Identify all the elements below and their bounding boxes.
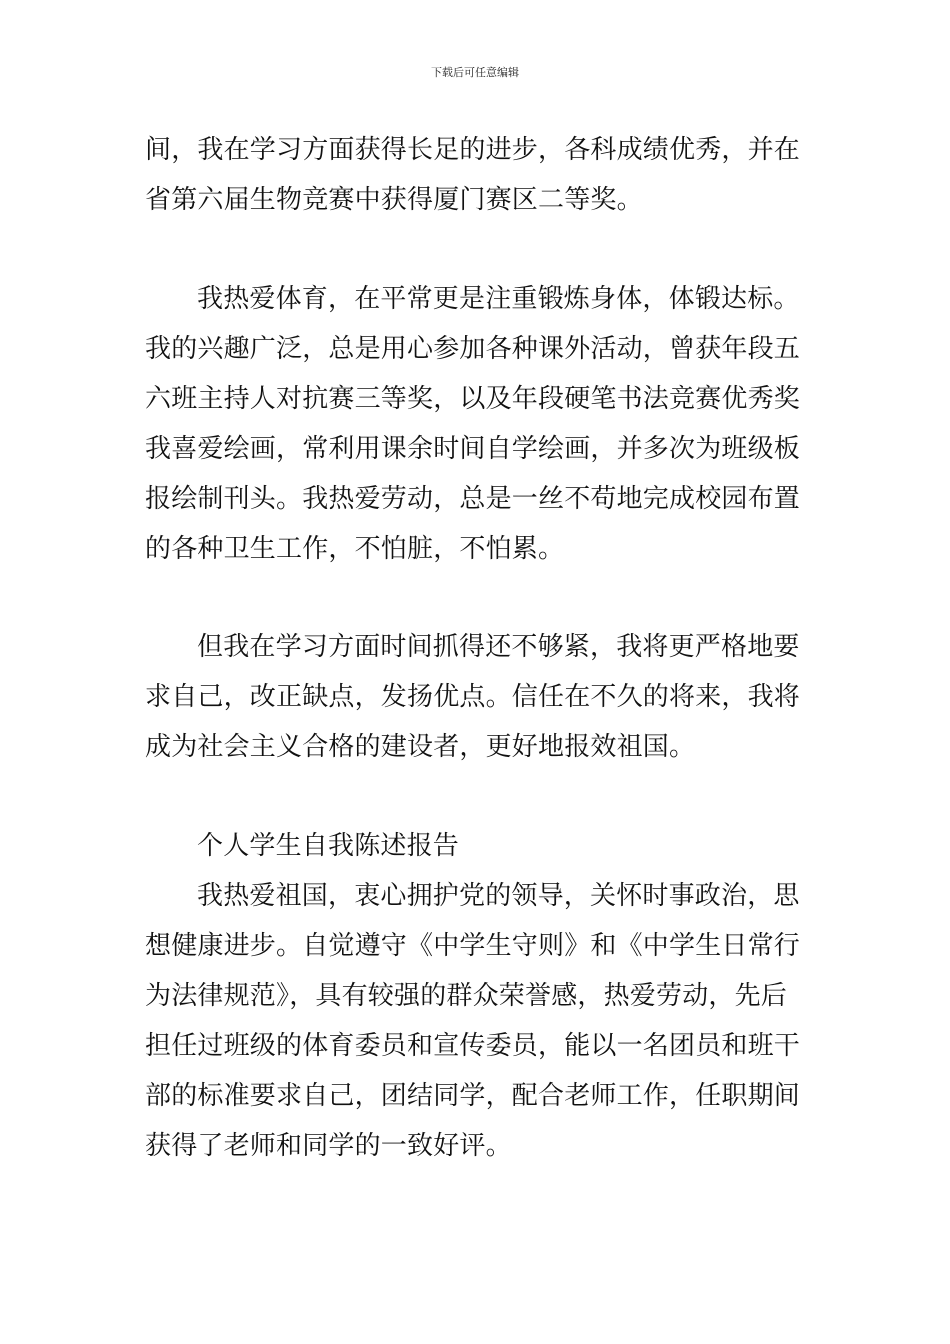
text-line: 的各种卫生工作，不怕脏，不怕累。 [145,534,565,564]
text-line: 报绘制刊头。我热爱劳动，总是一丝不苟地完成校园布置 [145,484,801,514]
text-line: 间，我在学习方面获得长足的进步，各科成绩优秀，并在 [145,135,801,165]
text-line: 求自己，改正缺点，发扬优点。信任在不久的将来，我将 [145,682,801,712]
text-line: 省第六届生物竞赛中获得厦门赛区二等奖。 [145,185,643,215]
text-line: 成为社会主义合格的建设者，更好地报效祖国。 [145,732,696,762]
text-line: 想健康进步。自觉遵守《中学生守则》和《中学生日常行 [145,931,801,961]
text-line: 我的兴趣广泛，总是用心参加各种课外活动，曾获年段五 [145,334,801,364]
text-line: 我热爱祖国，衷心拥护党的领导，关怀时事政治，思 [197,881,800,911]
text-line: 六班主持人对抗赛三等奖，以及年段硬笔书法竞赛优秀奖 [145,384,801,414]
text-line: 获得了老师和同学的一致好评。 [145,1131,512,1161]
text-line: 为法律规范》，具有较强的群众荣誉感，热爱劳动，先后 [145,981,788,1011]
text-line: 我热爱体育，在平常更是注重锻炼身体，体锻达标。 [197,284,800,314]
text-line: 担任过班级的体育委员和宣传委员，能以一名团员和班干 [145,1031,801,1061]
text-line: 部的标准要求自己，团结同学，配合老师工作，任职期间 [145,1081,801,1111]
page-header: 下载后可任意编辑 [431,66,519,79]
text-line: 我喜爱绘画，常利用课余时间自学绘画，并多次为班级板 [145,434,801,464]
section-title: 个人学生自我陈述报告 [197,831,460,861]
text-line: 但我在学习方面时间抓得还不够紧，我将更严格地要 [197,632,800,662]
